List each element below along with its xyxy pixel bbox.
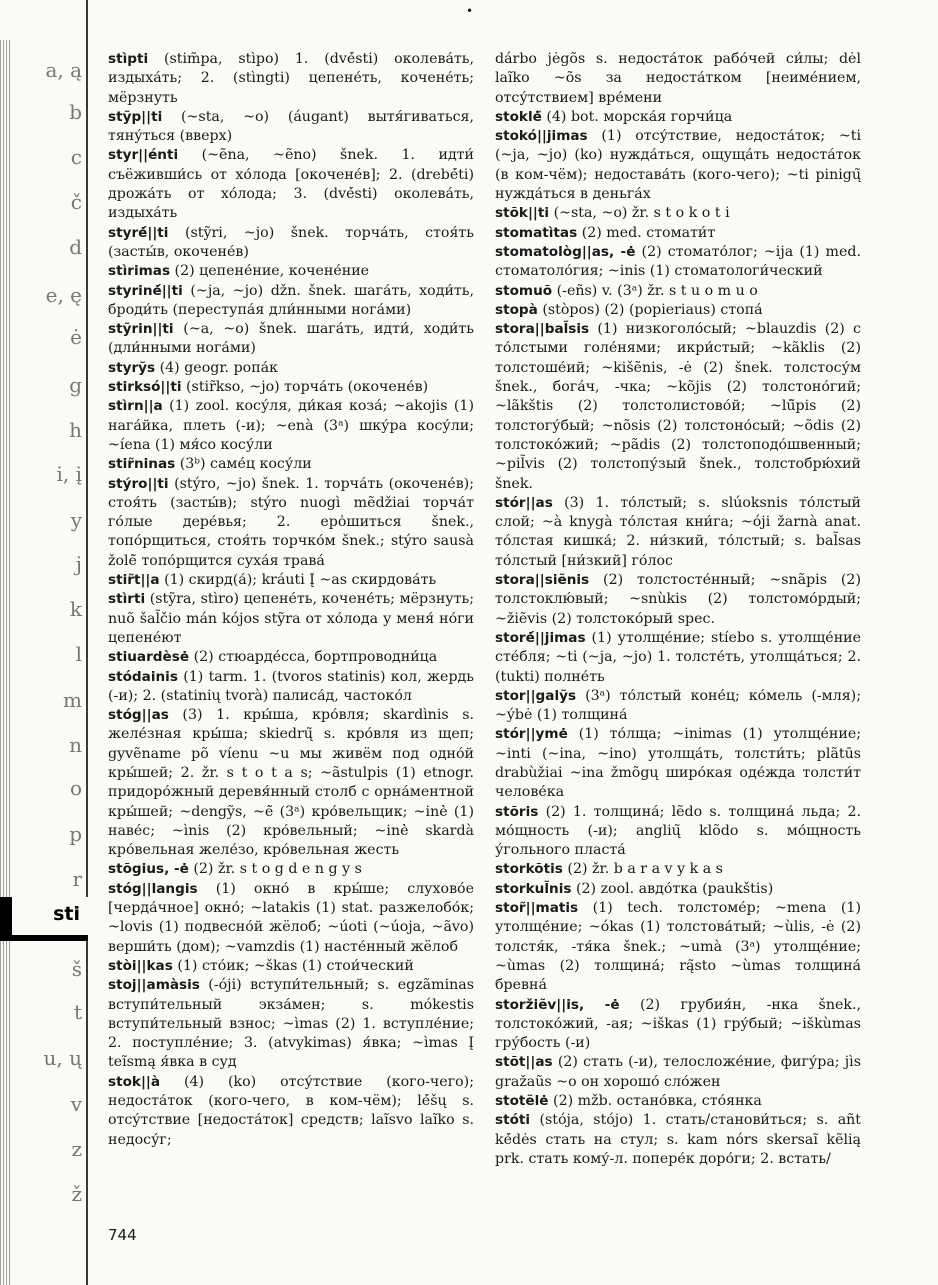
thumb-tab-marker [0, 897, 12, 935]
thumb-letter[interactable]: b [69, 100, 82, 124]
dictionary-entry [495, 224, 861, 243]
left-column [108, 50, 474, 1150]
thumb-letter[interactable]: ė [70, 325, 82, 349]
entry-headword: stotẽlė [495, 1093, 549, 1110]
dictionary-entry [495, 803, 861, 861]
entry-headword: stóg||langis [108, 880, 198, 897]
thumb-letter[interactable]: p [69, 822, 82, 846]
entry-headword: stor||galỹs [495, 687, 577, 704]
entry-headword: stõt||as [495, 1054, 553, 1071]
dictionary-entry [495, 1053, 861, 1092]
dictionary-entry [495, 880, 861, 899]
dictionary-entry [495, 996, 861, 1054]
dictionary-entry [108, 378, 474, 397]
dictionary-entry [108, 320, 474, 359]
entry-definition: (3ᵃ) то́лстый коне́ц; ко́мель (-мля); ~ýbė (1) толщина́ [495, 687, 861, 724]
entry-definition: (stýro, ~jo) šnek. 1. торча́ть (окочене́в); стоя́ть (засты́в); stýro nuogì mẽdžiai торча́т го́лые дере́вья; 2. ерo̍шиться šnek., топо́рщиться, стоя́ть торчко́м šnek.; stýro sausà žolė̃ топо́рщится суха́я трава́ [108, 475, 474, 569]
dictionary-entry [108, 108, 474, 147]
dictionary-entry [108, 571, 474, 590]
dictionary-entry [495, 571, 861, 629]
entry-headword: stir̃t||a [108, 572, 160, 589]
entry-definition: (1) то́лща; ~inimas (1) утолще́ние; ~inti (~ina, ~ino) утолща́ть, толсти́ть; plãtūs drabùžiai ~ina žmõgų широ́кая оде́жда толсти́т челове́ка [495, 726, 861, 801]
page-number: 744 [108, 1226, 137, 1244]
dictionary-entry [495, 50, 861, 108]
dictionary-entry [108, 146, 474, 223]
thumb-letter[interactable]: t [73, 1000, 82, 1024]
entry-definition: (4) bot. морска́я горчи́ца [541, 108, 733, 125]
dictionary-entry [108, 282, 474, 321]
entry-headword: stoj||amàsis [108, 977, 200, 994]
entry-headword: storkul̃nis [495, 880, 572, 897]
dictionary-entry [108, 359, 474, 378]
thumb-letter[interactable]: j [75, 552, 82, 576]
dictionary-entry [495, 301, 861, 320]
dictionary-entry [495, 860, 861, 879]
dictionary-entry [108, 397, 474, 455]
entry-headword: styrė́||ti [108, 224, 169, 241]
entry-headword: stir̃ninas [108, 456, 176, 473]
entry-headword: stor̃||matis [495, 900, 579, 917]
entry-definition: (2) med. стомати́т [577, 224, 716, 241]
entry-definition: (2) zool. авдо́тка (paukštis) [571, 880, 774, 897]
entry-definition: (~ẽna, ~ẽno) šnek. 1. идти́ съёживши́сь от хо́лода [окочене́в]; 2. (drebė́ti) дрожа́ть от хо́лода; 3. (dvė́sti) околева́ть, издыха́ть [108, 147, 474, 222]
dictionary-entry [495, 204, 861, 223]
thumb-index [0, 0, 92, 1285]
entry-headword: stok||à [108, 1073, 161, 1090]
thumb-letter[interactable]: č [70, 190, 82, 214]
thumb-letter[interactable]: ž [71, 1182, 82, 1206]
dictionary-entry [495, 127, 861, 204]
entry-definition: (1) сто́ик; ~škas (1) стои́ческий [172, 957, 414, 974]
entry-headword: storžiẽv||is, -ė [495, 996, 620, 1013]
entry-definition: (2) mžb. остано́вка, сто́янка [548, 1093, 762, 1110]
entry-definition: (2) толстосте́нный; ~snãpis (2) толстоклю́вый; ~snùkis (2) толстомо́рдый; ~žiẽvis (2) толстоко́рый spec. [495, 572, 861, 627]
entry-definition: (~sta, ~o) žr. s t o k o t i [549, 205, 730, 222]
dictionary-entry [108, 455, 474, 474]
entry-headword: stokó||jimas [495, 128, 588, 145]
dictionary-entry [108, 648, 474, 667]
entry-headword: styr||énti [108, 147, 179, 164]
thumb-letter[interactable]: v [70, 1092, 82, 1116]
entry-headword: stỹrin||ti [108, 321, 174, 338]
entry-headword: stỹp||ti [108, 108, 163, 125]
entry-definition: (2) стюарде́сса, бортпроводни́ца [189, 649, 438, 666]
entry-definition: (3ᵇ) саме́ц косу́ли [175, 456, 312, 473]
entry-definition: (2) žr. b a r a v y k a s [562, 861, 723, 878]
entry-definition: (1) zool. косу́ля, ди́кая коза́; ~akojis (1) нага́йка, плеть (-и); ~enà (3ᵃ) шку́ра косу́ли; ~íena (1) мя́со косу́ли [108, 398, 474, 453]
thumb-index-rule [86, 0, 88, 1285]
entry-definition: (1) tarm. 1. (tvoros statinis) кол, жердь (-и); 2. (statinių tvorà) палиса́д, частоко́л [108, 668, 474, 704]
entry-definition: (2) стомато́лог; ~ija (1) med. стоматоло́гия; ~inis (1) стоматологи́ческий [495, 243, 861, 280]
entry-headword: stìpti [108, 51, 149, 67]
entry-headword: stór||ymė [495, 726, 568, 743]
entry-definition: (stỹra, stìro) цепене́ть, кочене́ть; мёрзнуть; nuõ šal̃čio mán kójos stỹra от хо́лода у меня́ но́ги цепене́ют [108, 591, 474, 646]
dictionary-entry [495, 282, 861, 301]
dictionary-entry [495, 1092, 861, 1111]
thumb-letter[interactable]: y [70, 508, 82, 532]
thumb-letter[interactable]: z [71, 1137, 82, 1161]
entry-headword: stõris [495, 803, 539, 820]
dictionary-entry [108, 475, 474, 571]
thumb-letter[interactable]: c [70, 145, 82, 169]
entry-headword: storė́||jimas [495, 629, 586, 646]
dictionary-entry [495, 243, 861, 282]
entry-headword: stopà [495, 301, 538, 318]
entry-definition: (1) отсу́тствие, недоста́ток; ~ti (~ja, ~jo) (ko) нужда́ться, ощуща́ть недоста́ток (в ком-чём); недостава́ть (кого-чего); ~ti pinigų̃ нужда́ться в деньга́х [495, 128, 861, 203]
dictionary-entry [108, 706, 474, 860]
thumb-letter[interactable]: e, ę [45, 283, 82, 307]
entry-headword: stora||bal̃sis [495, 321, 590, 338]
dictionary-entry [108, 262, 474, 281]
entry-definition: (3) 1. кры́ша, кро́вля; skardìnis s. желе́зная кры́ша; skiedrų̃ s. кро́вля из щеп; gyvẽname põ víenu ~u мы живём под одно́й кры́шей; 2. žr. s t o t a s; ~ãstulpis (1) etnogr. придоро́жный деревя́нный столб с орна́ментной кры́шей; ~dengỹs, ~ė̃ (3ᵃ) кро́вельщик; ~inė̀ (1) наве́с; ~ìnis (2) кро́вельный; ~inė̀ skardà кро́вельная желе́зо, кро́вельная жесть [108, 707, 474, 859]
entry-definition: (stỹri, ~jo) šnek. торча́ть, стоя́ть (засты́в, окочене́в) [108, 224, 474, 260]
thumb-letter[interactable]: h [69, 418, 82, 442]
entry-headword: stódainis [108, 668, 178, 685]
thumb-letter[interactable]: n [69, 733, 82, 757]
entry-definition: (2) цепене́ние, кочене́ние [170, 263, 370, 280]
entry-headword: stoklė̃ [495, 108, 542, 125]
thumb-letter[interactable]: š [71, 957, 82, 981]
thumb-letter[interactable]: m [63, 688, 82, 712]
entry-headword: stiuardèsė [108, 649, 190, 666]
thumb-tab-active[interactable] [0, 897, 88, 941]
entry-headword: stìrn||a [108, 398, 163, 415]
entry-headword: stóg||as [108, 707, 169, 724]
thumb-letter[interactable]: u, ų [43, 1046, 82, 1070]
dictionary-entry [495, 899, 861, 995]
entry-headword: styrinė́||ti [108, 282, 183, 299]
entry-headword: stomatològ||as, -ė [495, 243, 636, 260]
entry-headword: stìrimas [108, 263, 171, 280]
dictionary-entry [495, 320, 861, 494]
dictionary-entry [495, 725, 861, 802]
entry-headword: stòi||kas [108, 957, 173, 974]
thumb-letter[interactable]: r [72, 867, 82, 891]
dictionary-entry [495, 1111, 861, 1169]
entry-definition: (4) (ko) отсу́тствие (кого-чего); недоста́ток (кого-чего, в ком-чём); lė́šų s. отсу́тствие [недоста́ток] средств; laĩsvo laĩko s. недосу́г; [108, 1073, 474, 1148]
thumb-letter[interactable]: g [69, 373, 82, 397]
entry-definition: (1) утолще́ние; stíebo s. утолще́ние сте́бля; ~ti (~ja, ~jo) 1. толсте́ть, утолща́ться; 2. (tukti) полне́ть [495, 629, 861, 685]
entry-headword: stóti [495, 1112, 531, 1129]
dictionary-entry [495, 629, 861, 687]
entry-definition: (2) 1. толщина́; lẽdo s. толщина́ льда; 2. мо́щность (-и); anglių̃ klõdo s. мо́щность у́гольного пласта́ [495, 803, 861, 859]
entry-definition: (-eñs) v. (3ᵃ) žr. s t u o m u o [552, 282, 758, 299]
top-mark: • [466, 4, 474, 18]
thumb-letter[interactable]: i, į [56, 462, 82, 486]
dictionary-entry [108, 957, 474, 976]
entry-headword: stora||siẽnis [495, 572, 590, 589]
thumb-letter[interactable]: o [69, 776, 82, 800]
entry-definition: (4) geogr. ропа́к [155, 359, 278, 376]
dictionary-entry [108, 668, 474, 707]
entry-headword: styrỹs [108, 359, 156, 376]
dictionary-entry [108, 860, 474, 879]
thumb-letter[interactable]: a, ą [45, 58, 82, 82]
entry-definition: (2) žr. s t o g d e n g y s [188, 861, 362, 878]
entry-definition: (stója, stójo) 1. стать/станови́ться; s. añt kė́dės стать на стул; s. kam nórs skersaĩ kẽlią prk. стать кому́-л. попере́к доро́ги; 2. встать/ [495, 1112, 861, 1167]
entry-headword: stõk||ti [495, 205, 550, 222]
thumb-index-edge [0, 40, 10, 1285]
dictionary-entry [108, 1073, 474, 1150]
entry-headword: storkõtis [495, 861, 563, 878]
thumb-tab-label: sti [53, 903, 80, 925]
entry-headword: stór||as [495, 494, 553, 511]
entry-definition: (2) стать (-и), телосложе́ние, фигу́ра; jìs gražaũs ~o он хорошо́ сло́жен [495, 1054, 861, 1090]
entry-definition: (1) скирд(а́); kráuti Į ~as скирдова́ть [159, 572, 437, 589]
dictionary-entry [108, 224, 474, 263]
thumb-letter[interactable]: k [69, 597, 82, 621]
entry-definition: (-óji) вступи́тельный; s. egzãminas вступи́тельный экза́мен; s. mókestis вступи́тельный взнос; ~ìmas (2) 1. вступле́ние; 2. поступле́ние; 3. (atvykimas) я́вка; ~ìmas Į teĩsmą я́вка в суд [108, 977, 474, 1071]
dictionary-entry [108, 880, 474, 957]
dictionary-entry [495, 687, 861, 726]
right-column [495, 50, 861, 1169]
entry-definition: (stim̃pa, stìpo) 1. (dvė́sti) околева́ть, издыха́ть; 2. (stìngti) цепене́ть, кочене́ть; мёрзнуть [108, 51, 474, 106]
entry-definition: (1) низкоголо́сый; ~blauzdis (2) с то́лстыми голе́нями; икри́стый; ~kãklis (2) толстоше́ий; ~kišẽnis, -ė (2) šnek. толстосу́м šnek., бога́ч, -чка; ~kõjis (2) толстоно́гий; ~lãkštis (2) толстолистово́й; ~lū̃pis (2) толстогу́бый; ~nõsis (2) толстоно́сый; ~õdis (2) толстоко́жий; ~pãdis (2) толстоподо́швенный; ~pil̃vis (2) толстопу́зый šnek., толстобрю́хий šnek. [495, 321, 861, 492]
entry-headword: stìrti [108, 591, 146, 608]
entry-definition: (stir̃kso, ~jo) торча́ть (окочене́в) [181, 379, 429, 396]
entry-definition: (~ja, ~jo) džn. šnek. шага́ть, ходи́ть, броди́ть (переступа́я дли́нными нога́ми) [108, 282, 474, 318]
thumb-letter[interactable]: l [75, 642, 82, 666]
entry-definition: (~a, ~o) šnek. шага́ть, идти́, ходи́ть (дли́нными нога́ми) [108, 321, 474, 357]
entry-definition: (~sta, ~o) (áugant) вытя́гиваться, тяну́ться (вверх) [108, 108, 474, 145]
entry-headword: stomatìtas [495, 224, 578, 241]
entry-definition: (1) tech. толстоме́р; ~mena (1) утолще́ние; ~ókas (1) толстова́тый; ~ùlis, -ė (2) толстя́к, -тя́ка šnek.; ~umà (3ᵃ) утолще́ние; ~ùmas (2) толщина́; rą̃sto ~ùmas толщина́ бревна́ [495, 900, 861, 994]
entry-definition: (2) грубия́н, -нка šnek., толстоко́жий, -ая; ~iškas (1) гру́бый; ~iškùmas гру́бость (-и) [495, 996, 861, 1052]
entry-headword: stýro||ti [108, 475, 169, 492]
entry-headword: stirksó||ti [108, 379, 182, 396]
entry-definition: dárbo jėgõs s. недоста́ток рабо́чей си́лы; dėl laĩko ~õs за недоста́тком [неиме́нием, отсу́тствием] вре́мени [495, 51, 861, 106]
thumb-letter[interactable]: d [69, 235, 82, 259]
dictionary-entry [108, 50, 474, 108]
entry-headword: stomuõ [495, 282, 553, 299]
dictionary-entry [108, 590, 474, 648]
entry-headword: stõgius, -ė [108, 861, 189, 878]
dictionary-entry [495, 108, 861, 127]
entry-definition: (3) 1. то́лстый; s. slúoksnis то́лстый слой; ~à knygà то́лстая кни́га; ~óji žarnà anat. то́лстая кишка́; 2. ни́зкий, то́лстый; s. bal̃sas то́лстый [ни́зкий] го́лос [495, 494, 861, 569]
dictionary-entry [108, 976, 474, 1072]
entry-definition: (stòpos) (2) (popieriaus) стопа́ [537, 301, 763, 318]
dictionary-entry [495, 494, 861, 571]
entry-definition: (1) окно́ в кры́ше; слухово́е [черда́чное] окно́; ~latakis (1) stat. разжелобо́к; ~lovis (1) подвесно́й жёлоб; ~úoti (~úoja, ~ãvo) верши́ть (дом); ~vamzdis (1) насте́нный жёлоб [108, 880, 474, 955]
